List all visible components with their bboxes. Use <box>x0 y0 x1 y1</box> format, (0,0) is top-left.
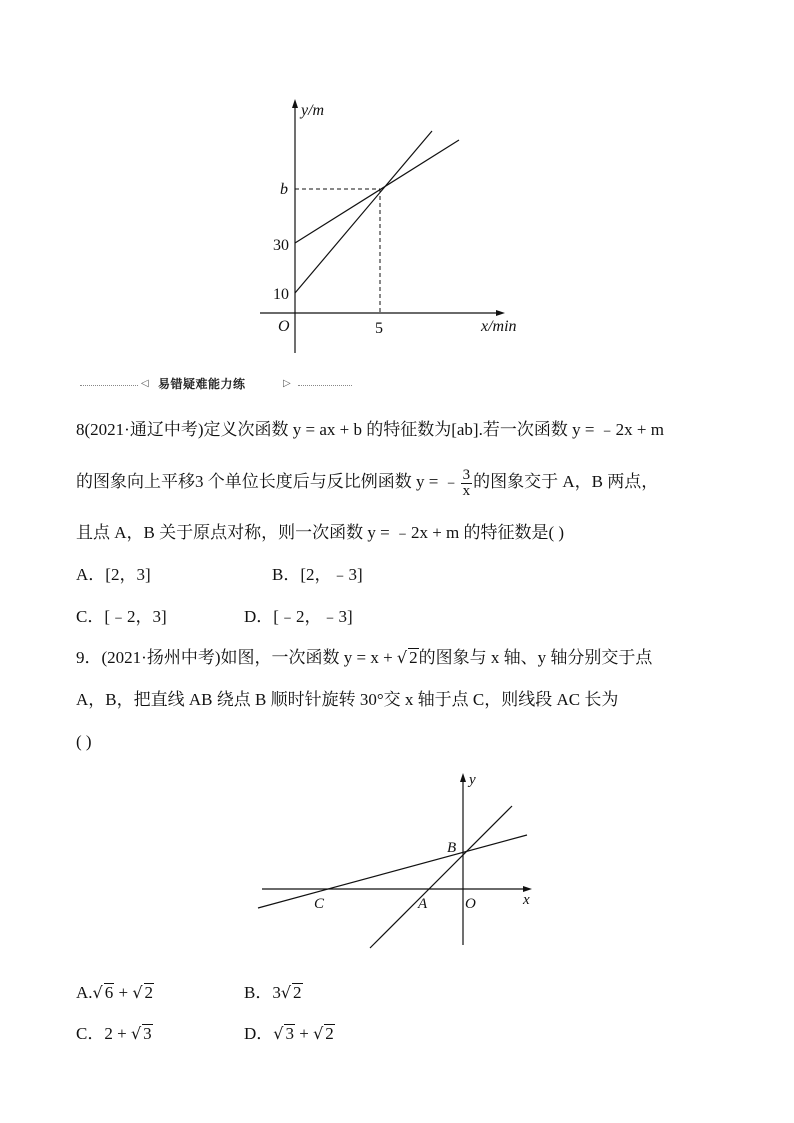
q8-line-2 <box>76 462 658 502</box>
line-starting-at-10 <box>295 131 432 293</box>
point-label-c: C <box>314 896 325 912</box>
figure-rotated-line-graph <box>250 768 550 958</box>
q8-option-c[interactable]: C．[﹣2，3] <box>76 607 167 626</box>
q9-option-d[interactable] <box>244 1022 335 1046</box>
q9-option-a-prefix: A. <box>76 983 93 1002</box>
q8-line-1: 8(2021·通辽中考)定义次函数 y = ax + b 的特征数为[ab].若一次函数 y = ﹣2x + m <box>76 420 664 439</box>
q8-option-d[interactable]: D．[﹣2，﹣3] <box>244 607 353 626</box>
q9-option-b-root: 2 <box>293 983 302 1002</box>
point-label-b: B <box>447 840 457 856</box>
point-label-a: A <box>418 896 428 912</box>
q9-option-a-root-1: 6 <box>104 983 114 1002</box>
q9-option-a-root-2: 2 <box>144 983 154 1002</box>
q8-fraction <box>461 468 473 499</box>
q9-option-b[interactable] <box>244 981 303 1005</box>
origin-label: O <box>278 318 290 335</box>
q9-option-a-plus: + <box>114 983 133 1002</box>
sqrt-sign: √ <box>313 1024 324 1043</box>
heading-rule-right <box>298 385 352 386</box>
q9-option-a[interactable] <box>76 981 154 1005</box>
q9-line-1 <box>76 646 652 670</box>
q9-line-1-text-after: 的图象与 x 轴、y 轴分别交于点 <box>418 648 653 667</box>
heading-rule-left <box>80 385 138 386</box>
q8-fraction-denominator: x <box>462 482 471 499</box>
q9-option-d-prefix: D． <box>244 1024 274 1043</box>
x-axis-arrow <box>496 310 505 316</box>
sqrt-sign: √ <box>273 1024 284 1043</box>
q9-option-d-root-1: 3 <box>285 1024 294 1043</box>
tick-label-b: b <box>280 181 288 198</box>
y-axis-arrow <box>292 99 298 108</box>
y-axis-label: y/m <box>301 102 325 119</box>
q9-sqrt-argument: 2 <box>409 648 418 667</box>
tick-label-10: 10 <box>273 286 289 303</box>
sqrt-sign: √ <box>280 983 292 1002</box>
line-ab <box>370 806 512 948</box>
q9-option-d-root-2: 2 <box>325 1024 334 1043</box>
section-heading <box>80 374 352 396</box>
q8-line-2-text-before: 的图象向上平移3 个单位长度后与反比例函数 y = ﹣ <box>76 472 460 491</box>
q9-option-c[interactable] <box>76 1022 153 1046</box>
q8-option-a[interactable]: A．[2，3] <box>76 565 151 584</box>
q9-option-b-prefix: B．3 <box>244 983 281 1002</box>
sqrt-sign: √ <box>92 983 103 1002</box>
triangle-right-icon: ▷ <box>283 378 291 389</box>
q8-line-3: 且点 A，B 关于原点对称，则一次函数 y = ﹣2x + m 的特征数是( ) <box>76 523 565 542</box>
y-axis-arrow <box>460 773 466 782</box>
line-starting-at-30 <box>295 140 459 243</box>
point-label-o: O <box>465 896 476 912</box>
q9-option-c-prefix: C．2 + <box>76 1024 131 1043</box>
q9-option-c-root: 3 <box>143 1024 152 1043</box>
tick-label-30: 30 <box>273 237 289 254</box>
x-axis-label: x <box>523 892 530 908</box>
section-heading-label: 易错疑难能力练 <box>158 377 246 391</box>
q8-line-2-text-after: 的图象交于 A，B 两点， <box>473 472 659 491</box>
line-bc <box>258 835 527 908</box>
q9-line-1-text-before: 9．(2021·扬州中考)如图，一次函数 y = x + <box>76 648 397 667</box>
q9-line-2: A，B，把直线 AB 绕点 B 顺时针旋转 30°交 x 轴于点 C，则线段 AC 长为 <box>76 690 619 709</box>
q8-option-b[interactable]: B．[2，﹣3] <box>272 565 363 584</box>
q9-option-d-plus: + <box>294 1024 314 1043</box>
figure-distance-time-graph <box>255 95 545 360</box>
q9-line-3: ( ) <box>76 732 92 751</box>
sqrt-sign: √ <box>130 1024 142 1043</box>
sqrt-sign: √ <box>396 648 408 667</box>
y-axis-label: y <box>469 772 476 788</box>
triangle-left-icon: ◁ <box>141 378 149 389</box>
tick-label-5: 5 <box>375 320 383 337</box>
q8-fraction-numerator: 3 <box>462 466 471 483</box>
sqrt-sign: √ <box>132 983 143 1002</box>
x-axis-label: x/min <box>481 318 517 335</box>
